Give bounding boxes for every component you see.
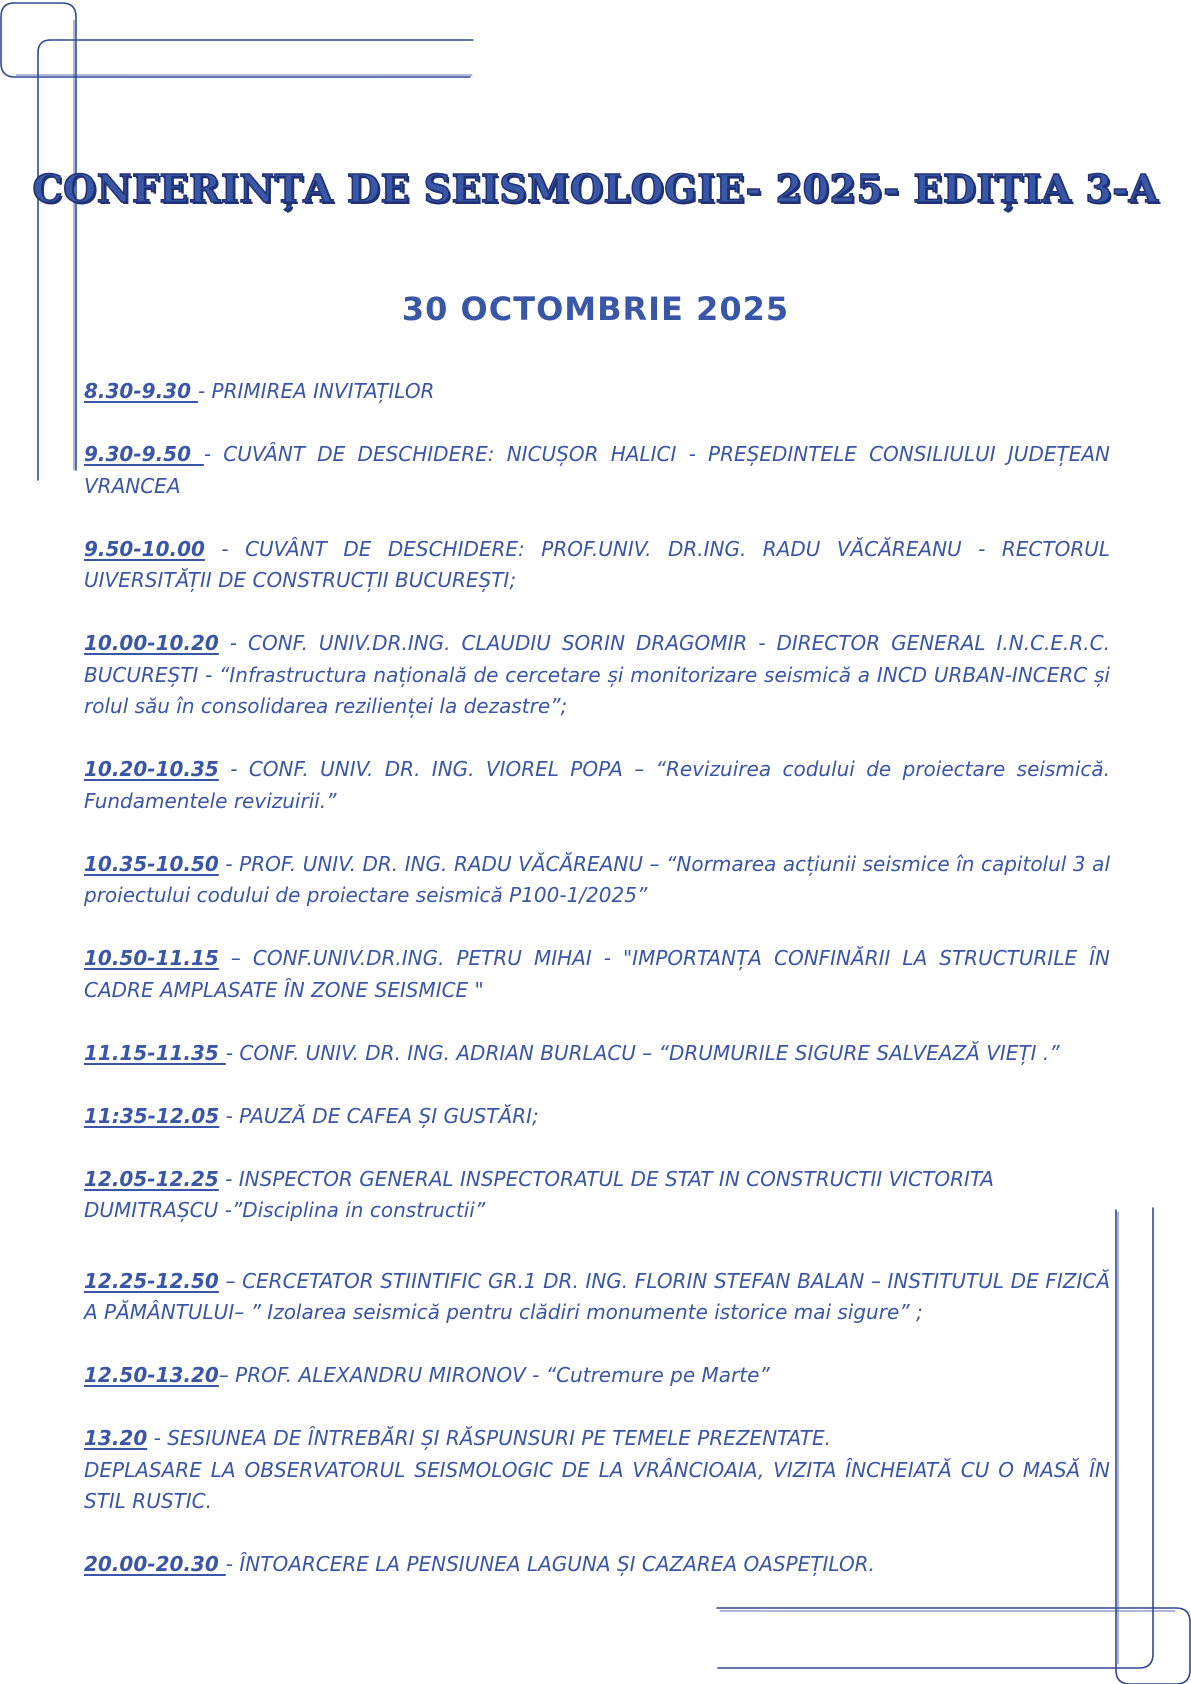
schedule-entry	[84, 1038, 1110, 1070]
schedule-entry	[84, 1266, 1110, 1329]
entry-text: - PAUZĂ DE CAFEA ȘI GUSTĂRI;	[219, 1103, 539, 1128]
schedule-entry	[84, 849, 1110, 912]
entry-time: 10.00-10.20	[84, 631, 219, 655]
entry-time: 10.20-10.35	[84, 757, 219, 781]
entry-text: - ÎNTOARCERE LA PENSIUNEA LAGUNA ȘI CAZAREA OASPEȚILOR.	[225, 1552, 875, 1576]
entry-text-continued: DEPLASARE LA OBSERVATORUL SEISMOLOGIC DE LA VRÂNCIOAIA, VIZITA ÎNCHEIATĂ CU O MASĂ ÎN STIL RUSTIC.	[84, 1457, 1110, 1513]
schedule-entry	[84, 628, 1110, 723]
schedule-entry	[84, 439, 1110, 502]
entry-time: 9.50-10.00	[84, 536, 205, 561]
entry-time: 12.50-13.20	[84, 1363, 219, 1387]
entry-time: 8.30-9.30	[84, 379, 198, 403]
entry-text: - PROF. UNIV. DR. ING. RADU VĂCĂREANU – “Normarea acțiunii seismice în capitolul 3 al proiectului codului de proiectare seismică P100-1/2025”	[84, 851, 1110, 907]
entry-text: – CONF.UNIV.DR.ING. PETRU MIHAI - "IMPORTANȚA CONFINĂRII LA STRUCTURILE ÎN CADRE AMPLASATE ÎN ZONE SEISMICE "	[84, 946, 1110, 1002]
schedule-entry	[84, 376, 1110, 408]
schedule-entry	[84, 1360, 1110, 1392]
conference-title: CONFERINȚA DE SEISMOLOGIE- 2025- EDIȚIA 3-A	[32, 166, 1159, 211]
entry-time: 12.05-12.25	[84, 1166, 219, 1191]
schedule-entry	[84, 754, 1110, 817]
entry-text: - CONF. UNIV. DR. ING. ADRIAN BURLACU – “DRUMURILE SIGURE SALVEAZĂ VIEȚI .”	[225, 1040, 1060, 1065]
schedule-entry	[84, 1423, 1110, 1518]
entry-time: 13.20	[84, 1426, 148, 1450]
entry-time: 9.30-9.50	[84, 442, 204, 466]
entry-text-continued: DUMITRAȘCU -”Disciplina in constructii”	[84, 1198, 486, 1222]
entry-text: - PRIMIREA INVITAȚILOR	[197, 379, 435, 403]
schedule-entry	[84, 943, 1110, 1006]
entry-text: - CUVÂNT DE DESCHIDERE: NICUȘOR HALICI - PREȘEDINTELE CONSILIULUI JUDEȚEAN VRANCEA	[84, 442, 1110, 498]
entry-time: 10.35-10.50	[84, 851, 219, 876]
schedule-entry	[84, 1164, 1110, 1227]
entry-text: – PROF. ALEXANDRU MIRONOV - “Cutremure pe Marte”	[218, 1363, 770, 1387]
schedule-entry	[84, 1549, 1110, 1581]
schedule-entry	[84, 534, 1110, 597]
entry-text: - CONF. UNIV. DR. ING. VIOREL POPA – “Revizuirea codului de proiectare seismică. Fundamentele revizuirii.”	[84, 757, 1110, 813]
entry-time: 10.50-11.15	[84, 946, 219, 970]
entry-text: - CUVÂNT DE DESCHIDERE: PROF.UNIV. DR.ING. RADU VĂCĂREANU - RECTORUL UIVERSITĂȚII DE CONSTRUCȚII BUCUREȘTI;	[84, 536, 1110, 592]
entry-text: – CERCETATOR STIINTIFIC GR.1 DR. ING. FLORIN STEFAN BALAN – INSTITUTUL DE FIZICĂ A PĂMÂNTULUI– ” Izolarea seismică pentru clădiri monumente istorice mai sigure” ;	[84, 1268, 1110, 1324]
entry-time: 12.25-12.50	[84, 1268, 219, 1293]
entry-time: 11:35-12.05	[84, 1103, 220, 1128]
conference-date: 30 OCTOMBRIE 2025	[401, 290, 790, 328]
entry-time: 11.15-11.35	[84, 1040, 226, 1065]
schedule-list	[84, 376, 1110, 1612]
entry-text: - INSPECTOR GENERAL INSPECTORATUL DE STAT IN CONSTRUCTII VICTORITA	[218, 1166, 994, 1191]
entry-text: - CONF. UNIV.DR.ING. CLAUDIU SORIN DRAGOMIR - DIRECTOR GENERAL I.N.C.E.R.C. BUCUREȘTI - “Infrastructura națională de cercetare și monitorizare seismică a INCD URBAN-INCERC și rolul său în consolidarea rezilienței la dezastre”;	[84, 631, 1110, 718]
entry-time: 20.00-20.30	[84, 1552, 226, 1576]
schedule-entry	[84, 1101, 1110, 1133]
entry-text: - SESIUNEA DE ÎNTREBĂRI ȘI RĂSPUNSURI PE TEMELE PREZENTATE.	[147, 1426, 831, 1450]
